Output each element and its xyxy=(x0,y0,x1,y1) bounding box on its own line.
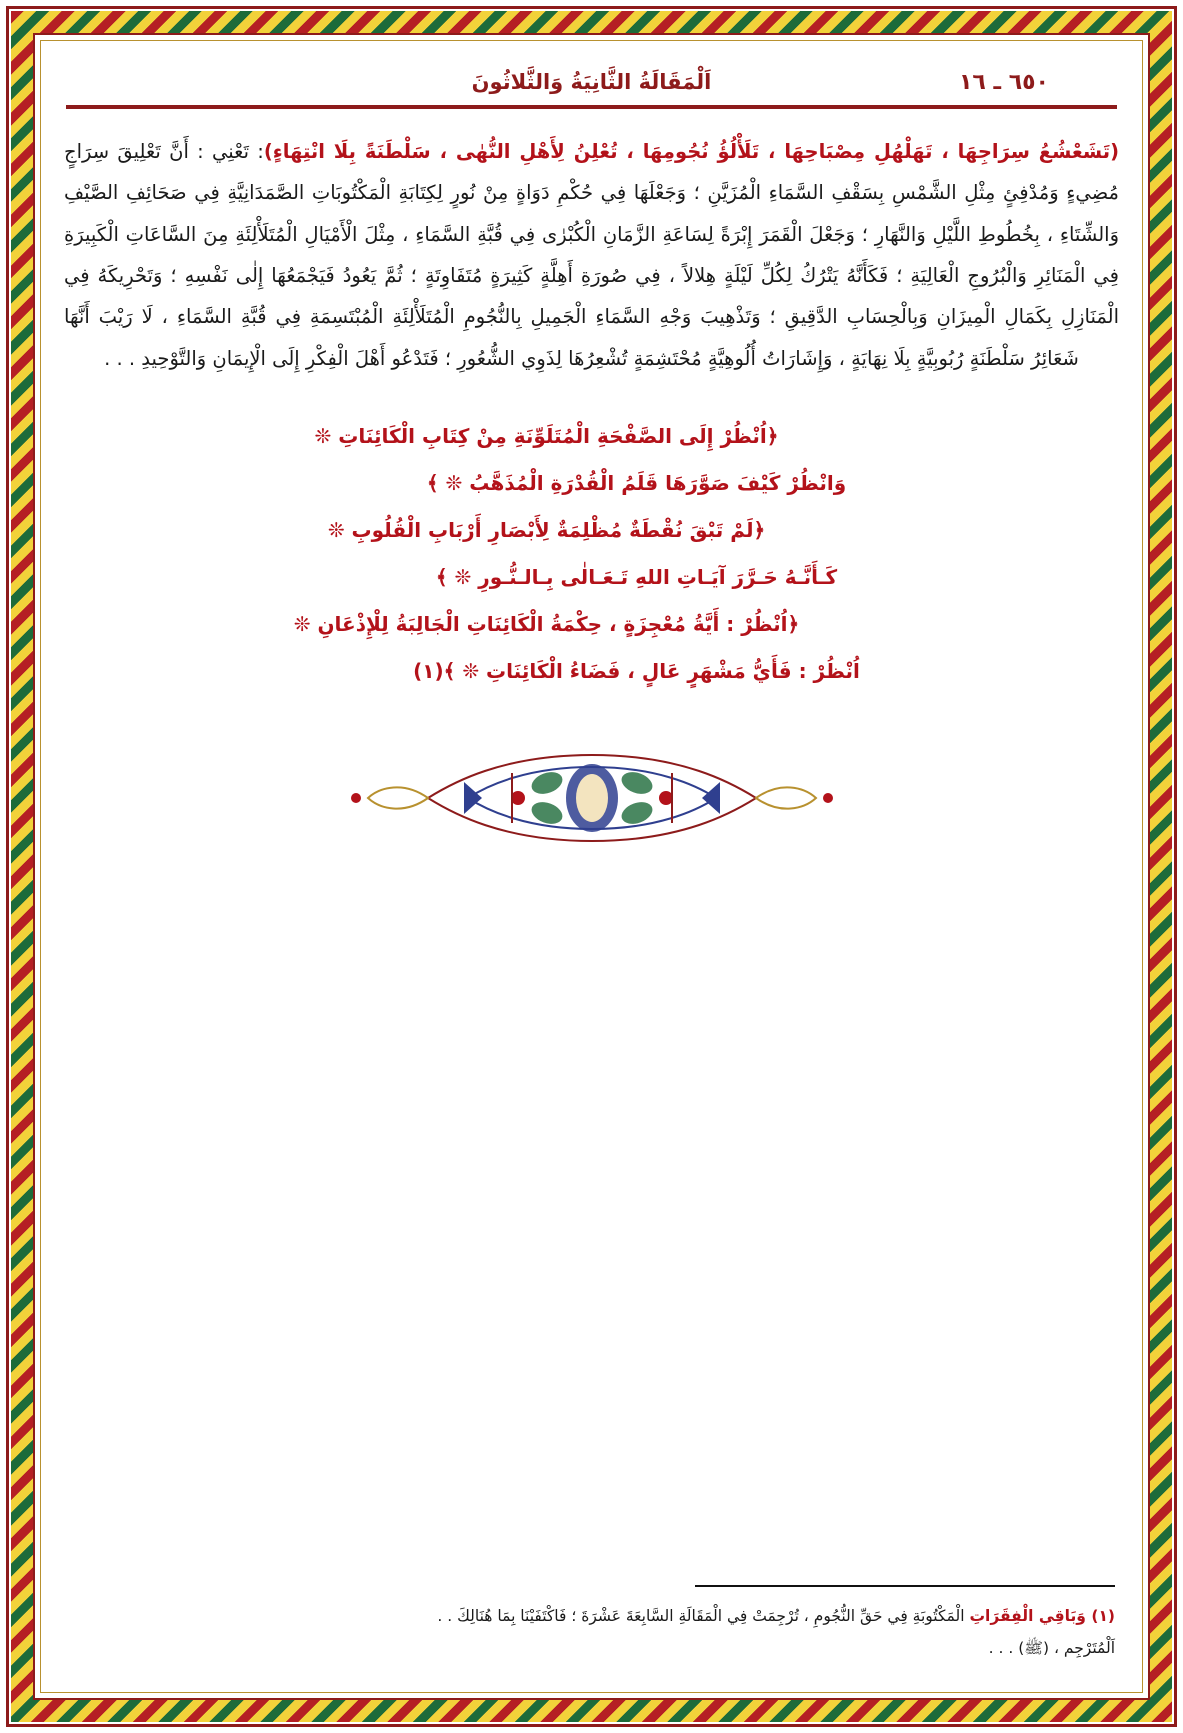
body-paragraph-text: : تَعْنِي : أَنَّ تَعْلِيقَ سِرَاجٍ مُضِيءٍ وَمُدْفِئٍ مِثْلِ الشَّمْسِ بِسَقْفِ السَّمَاءِ الْمُزَيَّنِ ؛ وَجَعْلَهَا فِي حُكْمِ دَوَاةٍ مِنْ نُورٍ لِكِتَابَةِ الْمَكْتُوبَاتِ الصَّمَدَانِيَّةِ فِي صَحَائِفِ الصَّيْفِ وَالشِّتَاءِ ، بِخُطُوطِ اللَّيْلِ وَالنَّهَارِ ؛ وَجَعْلَ الْقَمَرَ إِبْرَةً لِسَاعَةِ الزَّمَانِ الْكُبْرٰى فِي قُبَّةِ السَّمَاءِ ، مِثْلَ الْأَمْيَالِ الْمُتَلَأْلِئَةِ مِنَ السَّاعَاتِ الْكَبِيرَةِ فِي الْمَنَائِرِ وَالْبُرُوجِ الْعَالِيَةِ ؛ فَكَأَنَّهُ يَتْرُكُ لِكُلِّ لَيْلَةٍ هِلالاً ، فِي صُورَةِ أَهِلَّةٍ كَثِيرَةٍ مُتَفَاوِتَةٍ ؛ ثُمَّ يَعُودُ فَيَجْمَعُهَا إِلٰى نَفْسِهِ ؛ وَتَحْرِيكَهُ فِي الْمَنَازِلِ بِكَمَالِ الْمِيزَانِ وَبِالْحِسَابِ الدَّقِيقِ ؛ وَتَذْهِيبَ وَجْهِ السَّمَاءِ الْجَمِيلِ بِالنُّجُومِ الْمُتَلَأْلِئَةِ الْمُبْتَسِمَةِ فِي قُبَّةِ السَّمَاءِ ، لَا رَيْبَ أَنَّهَا شَعَائِرُ سَلْطَنَةٍ رُبُوبِيَّةٍ بِلَا نِهَايَةٍ ، وَإِشَارَاتُ أُلُوهِيَّةٍ مُحْتَشِمَةٍ تُشْعِرُهَا لِذَوِي الشُّعُورِ ؛ فَتَدْعُو أَهْلَ الْفِكْرِ إِلَى الْإِيمَانِ وَالتَّوْحِيدِ . . . xyxy=(64,140,1119,370)
page-header xyxy=(58,52,1125,99)
page-number: ٦٥٠ ـ ١٦ xyxy=(959,70,1049,95)
chapter-title: اَلْمَقَالَةُ الثَّانِيَةُ وَالثَّلاثُونَ xyxy=(471,70,712,94)
verse-line: كَـأَنَّـهُ حَـرَّرَ آيَـاتِ اللهِ تَـعَـالٰى بِـالـنُّـورِ ❊ ﴾ xyxy=(435,564,838,589)
footnote-divider xyxy=(695,1585,1115,1587)
ornament-divider xyxy=(58,743,1125,853)
verse-line: ﴿اُنْظُرْ : أَيَّةُ مُعْجِزَةٍ ، حِكْمَةُ الْكَائِنَاتِ الْجَالِبَةُ لِلْإِذْعَانِ ❊ xyxy=(293,611,800,636)
header-divider xyxy=(66,105,1117,109)
body-paragraph xyxy=(64,131,1119,379)
verse-line: وَانْظُرْ كَيْفَ صَوَّرَهَا قَلَمُ الْقُدْرَةِ الْمُذَهَّبُ ❊ ﴾ xyxy=(426,470,847,495)
verse-line: ﴿لَمْ تَبْقَ نُقْطَةٌ مُظْلِمَةٌ لِأَبْصَارِ أَرْبَابِ الْقُلُوبِ ❊ xyxy=(327,517,766,542)
footnote-area xyxy=(68,1585,1115,1663)
body-text-block xyxy=(58,131,1125,379)
floral-ornament-icon xyxy=(332,743,852,853)
page-content xyxy=(58,52,1125,1681)
verse-line: اُنْظُرْ : فَأَيُّ مَشْهَرٍ عَالٍ ، فَضَاءُ الْكَائِنَاتِ ❊ ﴾(١) xyxy=(413,658,860,683)
verse-line: ﴿اُنْظُرْ إِلَى الصَّفْحَةِ الْمُتَلَوِّنَةِ مِنْ كِتَابِ الْكَائِنَاتِ ❊ xyxy=(314,423,779,448)
body-lead-phrase: (تَشَعْشُعُ سِرَاجِهَا ، تَهَلْهُلِ مِصْبَاحِهَا ، تَلَأْلُؤُ نُجُومِهَا ، تُعْلِنُ لِأَهْلِ النُّهٰى ، سَلْطَنَةً بِلَا انْتِهَاءٍ) xyxy=(263,140,1120,163)
footnote-line-2: اَلْمُتَرْجِم ، (ﷺ) . . . xyxy=(988,1638,1115,1657)
verse-block xyxy=(58,413,1125,695)
footnote-marker: (١) وَبَاقِي الْفِقَرَاتِ xyxy=(969,1606,1115,1625)
footnote-text xyxy=(68,1601,1115,1663)
footnote-line-1: الْمَكْتُوبَةِ فِي حَقِّ النُّجُومِ ، تُرْجِمَتْ فِي الْمَقَالَةِ السَّابِعَةَ عَشْرَةَ ؛ فَاكْتَفَيْنَا بِمَا هُنَالِكَ . . xyxy=(437,1606,970,1625)
